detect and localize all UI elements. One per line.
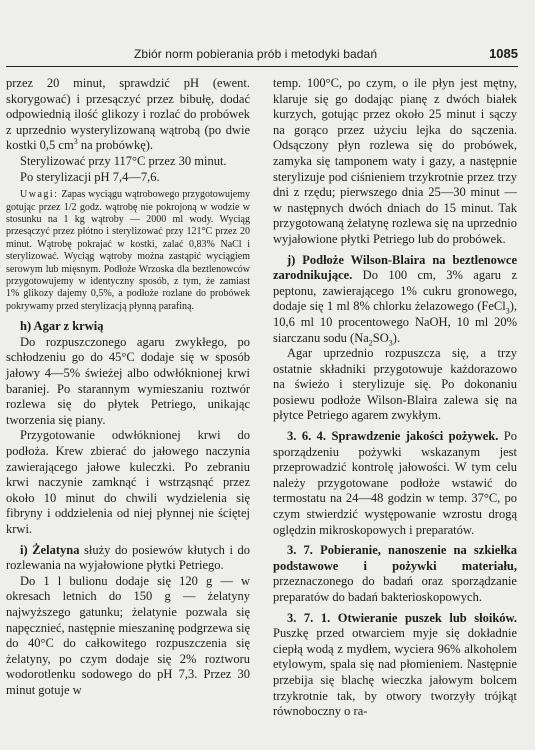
paragraph: Po sterylizacji pH 7,4—7,6. xyxy=(20,169,160,184)
paragraph: przez 20 minut, sprawdzić pH (ewent. skorygować) i przesączyć przez bibułę, dodać odpowiednią ilość glikozy i rozlać do probówek z uprzednio wysterylizowaną wątrobą (po dwie kostki 0,5 $cm^3$ na probówkę). xyxy=(6,76,250,153)
paragraph: Do rozpuszczonego agaru zwykłego, po schłodzeniu go do 45°C dodaje się w sposób jałowy 4—5% świeżej albo odwłóknionej krwi baraniej. Po starannym wymieszaniu roztwór rozlewa się do płytek Petriego, unikając tworzenia się piany. xyxy=(6,334,250,427)
note-label: Uwagi: xyxy=(20,189,59,201)
right-column xyxy=(273,76,517,720)
page-header xyxy=(6,44,518,67)
section-heading: j) Podłoże Wilson-Blaira na beztlenowce zarodnikujące. xyxy=(273,252,517,283)
paragraph: Sterylizować przy 117°C przez 30 minut. xyxy=(20,153,227,168)
paragraph: Agar uprzednio rozpuszcza się, a trzy ostatnie składniki przygotowuje każdorazowo na świeżo i sterylizuje się. Po dokonaniu posiewu podłoże Wilson-Blaira zalewa się na płytce Petriego agarem zwykłym. xyxy=(273,346,517,423)
left-column xyxy=(6,76,250,698)
paragraph: j) Podłoże Wilson-Blaira na beztlenowce zarodnikujące. Do 100 cm, 3% agaru z peptonu, zawierającego 1% cukru gronowego, dodaje się 1 ml 8% chlorku żelazowego (FeCl$_3$), 10,6 ml 10 procentowego NaOH, 10 ml 20% siarczanu sodu $(Na_2SO_3)$. xyxy=(273,252,517,347)
page-number: 1085 xyxy=(489,46,518,61)
section-heading: 3. 6. 4. Sprawdzenie jakości pożywek. xyxy=(287,429,499,444)
paragraph: 3. 7. 1. Otwieranie puszek lub słoików. Puszkę przed otwarciem myje się dokładnie ciepłą wodą z mydłem, wyciera 96% alkoholem etylowym, spala się nad płomieniem. Następnie przebija się blachę wieczka jałowym bolcem trzykrotnie tak, by otwory tworzyły trójkąt równoboczny o ra- xyxy=(273,610,517,719)
section-heading: 3. 7. Pobieranie, nanoszenie na szkiełka podstawowe i pożywki materiału, xyxy=(273,543,517,573)
section-heading: 3. 7. 1. Otwieranie puszek lub słoików. xyxy=(287,610,517,625)
paragraph: 3. 6. 4. Sprawdzenie jakości pożywek. Po sporządzeniu pożywki wskazanym jest przeprowadzić kontrolę jałowości. W tym celu należy przygotowane podłoże wstawić do termostatu na 24—48 godzin w temp. 37°C, po czym stwierdzić występowanie wzrostu drogą oględzin mikroskopowych i preparatów. xyxy=(273,429,518,537)
paragraph: Przygotowanie odwłóknionej krwi do podłoża. Krew zbierać do jałowego naczynia zawierającego jałowe kuleczki. Po zebraniu krwi naczynie zamknąć i wstrząsnąć przez około 10 minut do chwili wydzielenia się fibryny i oddzielenia od niej płynnej nie ściętej krwi. xyxy=(6,428,250,536)
section-heading: i) Żelatyna xyxy=(20,542,80,557)
section-heading: h) Agar z krwią xyxy=(20,319,104,334)
running-title: Zbiór norm pobierania prób i metodyki badań xyxy=(134,47,378,61)
paragraph: 3. 7. Pobieranie, nanoszenie na szkiełka podstawowe i pożywki materiału, przeznaczonego do badań oraz sporządzanie preparatów do badań bakterioskopowych. xyxy=(273,543,517,604)
paragraph: temp. 100°C, po czym, o ile płyn jest mętny, klaruje się go dodając pianę z dwóch białek kurzych, gotując przez około 25 minut i sączy na gorąco przez użyciu lejka do sączenia. Odsączony płyn rozlewa się do probówek, zamyka się tamponem waty i gazy, a następnie sterylizuje pod ciśnieniem trzykrotnie przez trzy dni z rzędu; pierwszego dnia 25—30 minut — w następnych dwóch dniach do 15 minut. Tak przygotowaną żelatynę rozlewa się na uprzednio wyjałowione płytki Petriego lub do probówek. xyxy=(273,76,517,246)
note: Uwagi: Zapas wyciągu wątrobowego przygotowujemy gotując przez 1/2 godz. wątrobę nie pokrojoną w wodzie w stosunku na 1 kg wątroby — 2000 ml wody. Wyciąg przesączyć przez płótno i sterylizować przy 121°C przez 20 minut. Wątrobę pokrajać w kostki, zalać 0,83% NaCl i sterylizować. Wyciąg wątroby można zastąpić wyciągiem serowym lub mięsnym. Podłoże Wrzoska dla beztlenowców przygotowujemy w identyczny sposób, z tym, że zamiast 1% glikozy dajemy 0,5%, a podłoże rozlane do probówek pokrywamy przed sterylizacją płynną parafiną. xyxy=(6,189,250,312)
paragraph: i) Żelatyna służy do posiewów kłutych i do rozlewania na wyjałowione płytki Petriego. xyxy=(6,542,251,573)
paragraph: Do 1 l bulionu dodaje się 120 g — w okresach letnich do 150 g — żelatyny najwyższego gatunku; żelatynie pozwala się napęcznieć, następnie mieszaninę podgrzewa się do 40°C do całkowitego rozpuszczenia się żelatyny, po czym dodaje się 2% roztworu wodorotlenku sodowego do pH 7,3. Przez 30 minut gotuje w xyxy=(6,573,250,697)
